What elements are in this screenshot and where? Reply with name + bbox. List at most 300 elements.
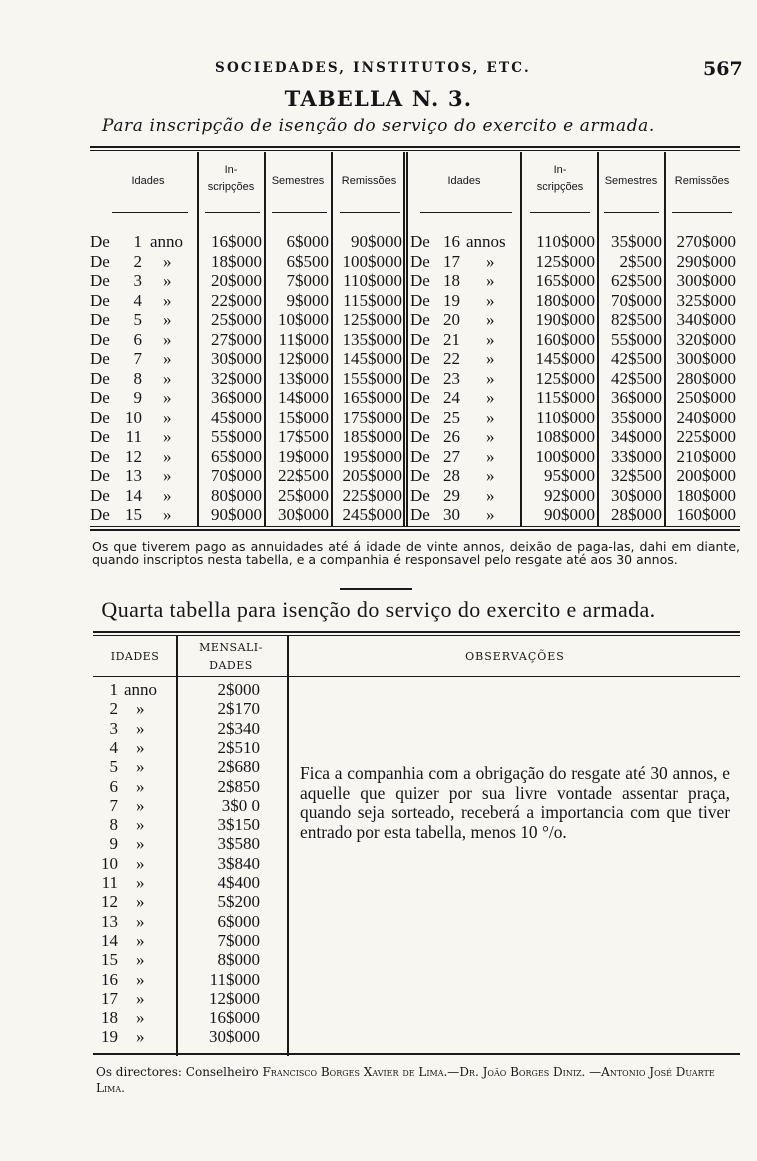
table3-header-underline	[205, 212, 260, 213]
cell-inscripcao2: 145$000	[535, 349, 595, 368]
cell-unit: »	[136, 988, 145, 1008]
cell-unit: »	[163, 427, 172, 446]
table3-title: TABELLA N. 3.	[284, 86, 473, 111]
cell-unit: anno	[124, 680, 158, 699]
cell-unit: »	[163, 271, 172, 290]
table4-header-observacoes: OBSERVAÇÕES	[465, 650, 565, 663]
cell-semestre2: 28$000	[611, 505, 662, 524]
cell-semestre2: 35$000	[611, 232, 662, 251]
cell-unit: »	[136, 834, 145, 854]
cell-inscripcao: 18$000	[211, 251, 262, 271]
cell-semestre2: 42$500	[611, 349, 662, 368]
cell-age: 15	[101, 950, 118, 970]
table3-header-inscripcoes2-2: scripções	[536, 181, 584, 193]
running-head: SOCIEDADES, INSTITUTOS, ETC.	[215, 60, 531, 76]
cell-remissao: 225$000	[342, 485, 402, 505]
table3-top-rule	[90, 146, 740, 148]
cell-inscripcao: 80$000	[211, 485, 262, 505]
cell-unit: »	[163, 290, 172, 310]
table3-header-remissoes: Remissões	[341, 175, 397, 187]
cell-remissao2: 160$000	[676, 505, 736, 524]
table4-header-mensalidades-1: MENSALI-	[199, 641, 263, 654]
cell-age2: 30	[443, 505, 460, 524]
cell-de2: De	[410, 329, 430, 349]
section-divider	[340, 588, 412, 590]
cell-semestre: 6$500	[286, 251, 329, 271]
cell-semestre2: 42$500	[611, 368, 662, 388]
cell-de2: De	[410, 290, 430, 310]
directors-line	[96, 1064, 736, 1096]
cell-remissao2: 280$000	[676, 368, 736, 388]
cell-mensalidade: 11$000	[209, 969, 260, 989]
cell-de2: De	[410, 271, 430, 290]
cell-inscripcao: 25$000	[211, 310, 262, 329]
cell-remissao2: 250$000	[676, 388, 736, 407]
table3-subtitle: Para inscripção de isenção do serviço do exercito e armada.	[102, 116, 655, 136]
table-row	[0, 232, 757, 252]
cell-unit2: »	[486, 368, 495, 388]
cell-unit: »	[163, 251, 172, 271]
cell-inscripcao: 90$000	[211, 505, 262, 524]
cell-unit: »	[163, 329, 172, 349]
table-row	[0, 680, 290, 699]
table-row	[0, 271, 757, 291]
table-row	[0, 408, 757, 428]
cell-inscripcao2: 190$000	[535, 310, 595, 329]
cell-de: De	[90, 407, 110, 427]
cell-inscripcao2: 110$000	[536, 232, 595, 251]
cell-age: 6	[133, 329, 142, 349]
cell-remissao: 205$000	[342, 466, 402, 485]
table-row	[0, 970, 290, 989]
cell-unit: anno	[150, 232, 184, 251]
cell-age2: 21	[443, 329, 460, 349]
cell-remissao: 185$000	[342, 427, 402, 446]
cell-semestre: 9$000	[286, 290, 329, 310]
cell-semestre: 13$000	[278, 368, 329, 388]
cell-age: 6	[109, 776, 118, 796]
director-name: Francisco Borges Xavier de Lima	[262, 1065, 444, 1079]
cell-mensalidade: 2$680	[217, 757, 260, 777]
cell-de2: De	[410, 485, 430, 505]
cell-mensalidade: 2$000	[217, 680, 260, 699]
cell-semestre: 30$000	[278, 505, 329, 524]
table3-header-underline	[272, 212, 327, 213]
cell-remissao2: 240$000	[676, 407, 736, 427]
cell-unit: »	[136, 718, 145, 738]
cell-semestre2: 34$000	[611, 427, 662, 446]
cell-mensalidade: 4$400	[217, 873, 260, 892]
cell-mensalidade: 30$000	[209, 1027, 260, 1047]
cell-remissao2: 270$000	[676, 232, 736, 251]
cell-unit: »	[163, 407, 172, 427]
cell-remissao2: 300$000	[676, 271, 736, 290]
cell-unit: »	[136, 950, 145, 970]
cell-semestre: 12$000	[278, 349, 329, 368]
cell-de: De	[90, 368, 110, 388]
table-row	[0, 291, 757, 311]
cell-mensalidade: 12$000	[209, 988, 260, 1008]
cell-de: De	[90, 271, 110, 290]
cell-age: 5	[109, 757, 118, 777]
cell-unit: »	[163, 485, 172, 505]
cell-unit: »	[136, 815, 145, 835]
table3-header-remissoes2: Remissões	[674, 175, 730, 187]
cell-unit2: »	[486, 407, 495, 427]
table3-header-semestres2: Semestres	[604, 175, 658, 187]
cell-de: De	[90, 388, 110, 407]
cell-inscripcao2: 108$000	[535, 427, 595, 446]
cell-inscripcao2: 115$000	[536, 388, 595, 407]
cell-age: 18	[101, 1008, 118, 1028]
cell-unit2: »	[486, 349, 495, 368]
cell-age: 15	[125, 505, 142, 524]
table-row	[0, 1008, 290, 1027]
table3-header-underline	[672, 212, 732, 213]
table-row	[0, 310, 757, 330]
table4-header-rule	[93, 676, 740, 677]
cell-mensalidade: 8$000	[217, 950, 260, 970]
cell-remissao: 135$000	[342, 329, 402, 349]
cell-age: 2	[133, 251, 142, 271]
cell-de: De	[90, 446, 110, 466]
cell-remissao2: 320$000	[676, 329, 736, 349]
table-row	[0, 873, 290, 892]
cell-de: De	[90, 349, 110, 368]
table3-header-semestres: Semestres	[271, 175, 325, 187]
cell-remissao2: 290$000	[676, 251, 736, 271]
table-row	[0, 757, 290, 776]
page-number: 567	[703, 58, 743, 80]
cell-age: 7	[133, 349, 142, 368]
cell-age2: 28	[443, 466, 460, 485]
cell-de2: De	[410, 388, 430, 407]
table3-note: Os que tiverem pago as annuidades até á idade de vinte annos, deixão de paga-las, dahi em diante, quando inscriptos nesta tabella, e a companhia é responsavel pelo resgate até aos 30 annos.	[92, 539, 740, 567]
cell-mensalidade: 3$150	[217, 815, 260, 835]
cell-unit: »	[163, 505, 172, 524]
cell-unit2: »	[486, 310, 495, 329]
cell-de2: De	[410, 368, 430, 388]
cell-remissao: 245$000	[342, 505, 402, 524]
table-row	[0, 950, 290, 969]
cell-age: 1	[109, 680, 118, 699]
table-row	[0, 427, 757, 447]
cell-de: De	[90, 505, 110, 524]
cell-unit: »	[136, 1008, 145, 1028]
cell-semestre: 22$500	[278, 466, 329, 485]
cell-inscripcao: 32$000	[211, 368, 262, 388]
cell-unit2: »	[486, 446, 495, 466]
cell-age: 10	[125, 407, 142, 427]
cell-inscripcao2: 165$000	[535, 271, 595, 290]
cell-remissao2: 210$000	[676, 446, 736, 466]
cell-unit2: »	[486, 427, 495, 446]
cell-age2: 29	[443, 485, 460, 505]
cell-de2: De	[410, 310, 430, 329]
cell-inscripcao2: 100$000	[535, 446, 595, 466]
cell-age: 8	[109, 815, 118, 835]
cell-de: De	[90, 310, 110, 329]
cell-age: 17	[101, 988, 118, 1008]
table-row	[0, 777, 290, 796]
cell-inscripcao2: 125$000	[535, 251, 595, 271]
table4-bottom-rule	[93, 1053, 740, 1055]
cell-de2: De	[410, 407, 430, 427]
table3-header-inscripcoes-2: scripções	[207, 181, 255, 193]
cell-age: 13	[101, 911, 118, 931]
cell-semestre: 10$000	[278, 310, 329, 329]
cell-age2: 19	[443, 290, 460, 310]
cell-de: De	[90, 251, 110, 271]
cell-remissao: 125$000	[342, 310, 402, 329]
cell-remissao2: 325$000	[676, 290, 736, 310]
table-row	[0, 447, 757, 467]
cell-age: 12	[101, 892, 118, 912]
cell-unit: »	[136, 776, 145, 796]
cell-de2: De	[410, 466, 430, 485]
cell-age: 8	[133, 368, 142, 388]
cell-age2: 16	[443, 232, 460, 251]
cell-remissao2: 340$000	[676, 310, 736, 329]
cell-age: 11	[101, 873, 118, 892]
director-name: Dr. João Borges Diniz	[459, 1065, 582, 1079]
cell-de: De	[90, 290, 110, 310]
cell-inscripcao: 45$000	[211, 407, 262, 427]
cell-mensalidade: 2$850	[217, 776, 260, 796]
cell-age: 2	[109, 699, 118, 719]
cell-age2: 24	[443, 388, 460, 407]
table-row	[0, 854, 290, 873]
directors-separator: . —	[581, 1065, 602, 1079]
cell-age: 9	[133, 388, 142, 407]
cell-unit: »	[136, 969, 145, 989]
cell-de: De	[90, 485, 110, 505]
cell-unit: »	[136, 873, 145, 892]
cell-mensalidade: 5$200	[217, 892, 260, 912]
cell-remissao: 100$000	[342, 251, 402, 271]
table3-top-rule-thin	[90, 150, 740, 151]
cell-de2: De	[410, 427, 430, 446]
cell-de2: De	[410, 446, 430, 466]
table-row	[0, 699, 290, 718]
cell-semestre2: 62$500	[611, 271, 662, 290]
table-row	[0, 796, 290, 815]
cell-age: 19	[101, 1027, 118, 1047]
table-row	[0, 815, 290, 834]
table-row	[0, 892, 290, 911]
cell-de2: De	[410, 232, 430, 251]
cell-de2: De	[410, 349, 430, 368]
director-name: Antonio José Duarte Lima	[96, 1065, 715, 1095]
cell-de2: De	[410, 251, 430, 271]
table-row	[0, 931, 290, 950]
cell-unit2: »	[486, 388, 495, 407]
cell-unit: »	[163, 446, 172, 466]
cell-inscripcao: 70$000	[211, 466, 262, 485]
cell-unit: »	[136, 737, 145, 757]
cell-unit: »	[136, 699, 145, 719]
cell-semestre: 7$000	[286, 271, 329, 290]
cell-unit: »	[163, 466, 172, 485]
cell-inscripcao: 30$000	[211, 349, 262, 368]
cell-mensalidade: 2$170	[217, 699, 260, 719]
cell-remissao: 165$000	[342, 388, 402, 407]
cell-mensalidade: 3$580	[217, 834, 260, 854]
cell-age2: 25	[443, 407, 460, 427]
directors-separator: .—	[443, 1065, 460, 1079]
table3-header-inscripcoes-1: In-	[224, 164, 238, 176]
cell-semestre: 11$000	[278, 329, 329, 349]
cell-semestre2: 82$500	[611, 310, 662, 329]
cell-semestre2: 70$000	[611, 290, 662, 310]
cell-age2: 20	[443, 310, 460, 329]
table-row	[0, 834, 290, 853]
cell-unit: »	[136, 930, 145, 950]
cell-age: 1	[133, 232, 142, 251]
table3-bottom-rule-thick	[90, 529, 740, 531]
table-row	[0, 486, 757, 506]
cell-age2: 27	[443, 446, 460, 466]
cell-inscripcao: 55$000	[211, 427, 262, 446]
cell-inscripcao: 36$000	[211, 388, 262, 407]
cell-age: 14	[125, 485, 142, 505]
cell-inscripcao: 16$000	[211, 232, 262, 251]
cell-remissao2: 225$000	[676, 427, 736, 446]
cell-semestre: 17$500	[278, 427, 329, 446]
cell-semestre: 14$000	[278, 388, 329, 407]
cell-remissao: 110$000	[343, 271, 402, 290]
table-row	[0, 388, 757, 408]
cell-de: De	[90, 329, 110, 349]
cell-semestre2: 33$000	[611, 446, 662, 466]
cell-unit: »	[136, 911, 145, 931]
cell-remissao: 195$000	[342, 446, 402, 466]
cell-age: 3	[133, 271, 142, 290]
table3-header-underline	[530, 212, 590, 213]
cell-unit2: »	[486, 485, 495, 505]
table4-title: Quarta tabella para isenção do serviço do exercito e armada.	[101, 597, 656, 622]
cell-age: 12	[125, 446, 142, 466]
cell-inscripcao: 22$000	[211, 290, 262, 310]
table-row	[0, 369, 757, 389]
cell-semestre: 6$000	[286, 232, 329, 251]
cell-unit2: »	[486, 271, 495, 290]
table3-header-inscripcoes2-1: In-	[553, 164, 567, 176]
directors-suffix: .	[121, 1081, 125, 1095]
table4-observation: Fica a companhia com a obrigação do resgate até 30 annos, e aquelle que quizer por sua livre vontade assentar praça, quando seja sorteado, receberá a importancia com que tiver entrado por esta tabella, menos 10 °/o.	[300, 763, 730, 842]
table-row	[0, 738, 290, 757]
cell-age: 7	[109, 795, 118, 815]
cell-unit2: »	[486, 505, 495, 524]
cell-age: 13	[125, 466, 142, 485]
cell-unit2: »	[486, 329, 495, 349]
cell-age: 9	[109, 834, 118, 854]
cell-unit: »	[163, 349, 172, 368]
cell-semestre: 25$000	[278, 485, 329, 505]
cell-unit: »	[163, 388, 172, 407]
cell-unit: »	[136, 892, 145, 912]
cell-age: 4	[133, 290, 142, 310]
table-row	[0, 466, 757, 486]
table3-header-underline	[340, 212, 400, 213]
cell-de2: De	[410, 505, 430, 524]
cell-remissao: 90$000	[351, 232, 402, 251]
cell-remissao: 145$000	[342, 349, 402, 368]
cell-age2: 18	[443, 271, 460, 290]
cell-age2: 26	[443, 427, 460, 446]
cell-remissao: 175$000	[342, 407, 402, 427]
table-row	[0, 912, 290, 931]
table-row	[0, 252, 757, 272]
cell-age: 11	[125, 427, 142, 446]
cell-unit: »	[136, 853, 145, 873]
cell-inscripcao2: 160$000	[535, 329, 595, 349]
cell-semestre2: 55$000	[611, 329, 662, 349]
cell-mensalidade: 2$340	[217, 718, 260, 738]
cell-age: 14	[101, 930, 118, 950]
cell-inscripcao2: 90$000	[544, 505, 595, 524]
cell-remissao: 115$000	[343, 290, 402, 310]
cell-remissao2: 200$000	[676, 466, 736, 485]
cell-unit2: »	[486, 290, 495, 310]
cell-inscripcao2: 110$000	[536, 407, 595, 427]
cell-inscripcao2: 92$000	[544, 485, 595, 505]
cell-inscripcao: 65$000	[211, 446, 262, 466]
cell-unit2: »	[486, 466, 495, 485]
directors-prefix: Os directores: Conselheiro	[96, 1065, 263, 1079]
cell-semestre: 15$000	[278, 407, 329, 427]
cell-unit2: »	[486, 251, 495, 271]
cell-age: 10	[101, 853, 118, 873]
cell-inscripcao2: 180$000	[535, 290, 595, 310]
cell-unit: »	[136, 757, 145, 777]
cell-unit: »	[136, 1027, 145, 1047]
cell-semestre2: 30$000	[611, 485, 662, 505]
cell-remissao2: 180$000	[676, 485, 736, 505]
cell-remissao: 155$000	[342, 368, 402, 388]
table4-header-idades: IDADES	[110, 650, 160, 663]
cell-mensalidade: 3$0 0	[221, 795, 260, 815]
table3-header-idades: Idades	[131, 175, 165, 187]
cell-semestre2: 35$000	[611, 407, 662, 427]
cell-age: 5	[133, 310, 142, 329]
table3-header-underline	[112, 212, 188, 213]
table3-header-underline	[604, 212, 659, 213]
table-row	[0, 719, 290, 738]
table-row	[0, 349, 757, 369]
table4-header-mensalidades-2: DADES	[209, 659, 253, 672]
cell-semestre2: 2$500	[619, 251, 662, 271]
cell-mensalidade: 2$510	[217, 737, 260, 757]
cell-mensalidade: 6$000	[217, 911, 260, 931]
table4-top-rule-thin	[93, 635, 740, 636]
cell-age: 4	[109, 737, 118, 757]
cell-remissao2: 300$000	[676, 349, 736, 368]
cell-de: De	[90, 466, 110, 485]
cell-semestre2: 32$500	[611, 466, 662, 485]
cell-de: De	[90, 427, 110, 446]
cell-mensalidade: 3$840	[217, 853, 260, 873]
cell-inscripcao: 20$000	[211, 271, 262, 290]
cell-unit: »	[163, 368, 172, 388]
cell-age2: 23	[443, 368, 460, 388]
cell-age: 3	[109, 718, 118, 738]
cell-unit: »	[136, 795, 145, 815]
table-row	[0, 505, 757, 525]
table3-bottom-rule	[90, 526, 740, 527]
cell-semestre2: 36$000	[611, 388, 662, 407]
table3-header-underline	[420, 212, 512, 213]
